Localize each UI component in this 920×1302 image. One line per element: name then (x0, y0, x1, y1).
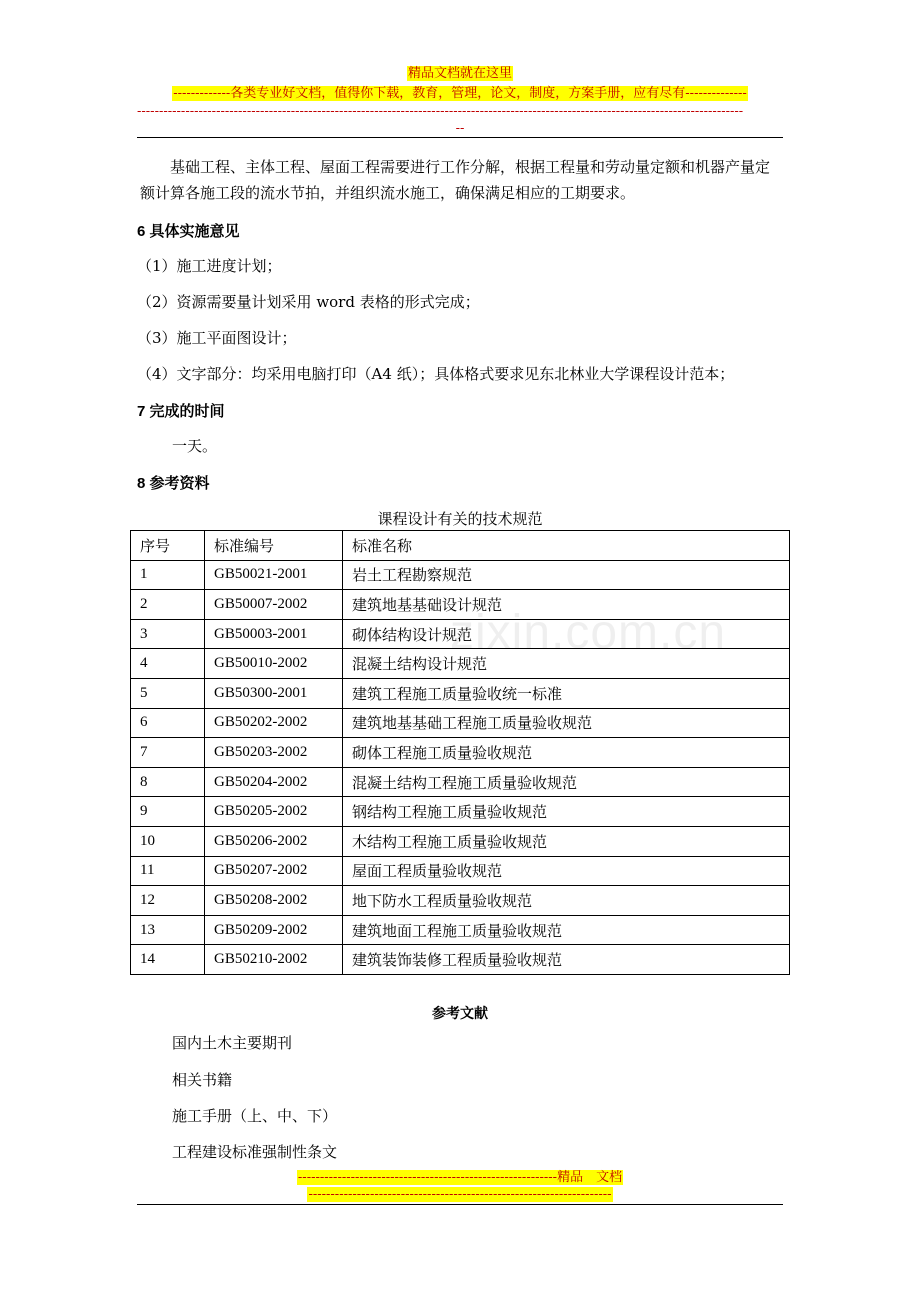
standard-name-cell: 钢结构工程施工质量验收规范 (343, 797, 790, 827)
table-row (131, 856, 790, 886)
standard-code-cell: GB50202-2002 (205, 708, 343, 738)
table-row (131, 560, 790, 590)
table-row (131, 915, 790, 945)
row-index-cell: 9 (131, 797, 205, 827)
section-8-heading: 8 参考资料 (137, 475, 210, 492)
standards-table (130, 530, 790, 975)
section-6-item: （4）文字部分：均采用电脑打印（A4 纸）；具体格式要求见东北林业大学课程设计范本； (137, 365, 735, 383)
standard-code-cell: GB50206-2002 (205, 826, 343, 856)
header-dash-tail: -- (455, 121, 465, 136)
table-caption: 课程设计有关的技术规范 (377, 510, 543, 528)
standard-code-cell: GB50003-2001 (205, 619, 343, 649)
standard-name-cell: 岩土工程勘察规范 (343, 560, 790, 590)
standard-code-cell: GB50210-2002 (205, 945, 343, 975)
standard-name-cell: 木结构工程施工质量验收规范 (343, 826, 790, 856)
table-row (131, 767, 790, 797)
header-rule (137, 137, 783, 138)
table-row (131, 678, 790, 708)
standard-name-cell: 建筑工程施工质量验收统一标准 (343, 678, 790, 708)
table-row (131, 886, 790, 916)
standard-name-cell: 建筑装饰装修工程质量验收规范 (343, 945, 790, 975)
section-7-heading: 7 完成的时间 (137, 403, 225, 420)
section-6-item: （1）施工进度计划； (137, 257, 282, 275)
standard-name-cell: 混凝土结构设计规范 (343, 649, 790, 679)
row-index-cell: 4 (131, 649, 205, 679)
reference-item: 国内土木主要期刊 (172, 1034, 293, 1052)
row-index-cell: 14 (131, 945, 205, 975)
row-index-cell: 5 (131, 678, 205, 708)
section-6-heading: 6 具体实施意见 (137, 223, 240, 240)
standard-name-cell: 屋面工程质量验收规范 (343, 856, 790, 886)
header-tagline: -------------各类专业好文档，值得你下载，教育，管理，论文，制度，方案手册，应有尽有-------------- (173, 86, 747, 101)
standard-name-cell: 混凝土结构工程施工质量验收规范 (343, 767, 790, 797)
standard-code-cell: GB50204-2002 (205, 767, 343, 797)
standard-name-cell: 砌体结构设计规范 (343, 619, 790, 649)
standard-code-cell: GB50010-2002 (205, 649, 343, 679)
table-header-row (131, 531, 790, 561)
references-title: 参考文献 (432, 1005, 488, 1021)
standard-name-cell: 建筑地面工程施工质量验收规范 (343, 915, 790, 945)
row-index-cell: 12 (131, 886, 205, 916)
standard-code-cell: GB50007-2002 (205, 590, 343, 620)
row-index-cell: 1 (131, 560, 205, 590)
header-title: 精品文档就在这里 (407, 66, 512, 81)
row-index-cell: 8 (131, 767, 205, 797)
standard-code-cell: GB50203-2002 (205, 738, 343, 768)
table-row (131, 945, 790, 975)
row-index-cell: 11 (131, 856, 205, 886)
standard-code-cell: GB50207-2002 (205, 856, 343, 886)
standard-name-cell: 建筑地基基础工程施工质量验收规范 (343, 708, 790, 738)
footer-line-2: --------------------------------------------------------------------- (308, 1187, 612, 1202)
table-row (131, 797, 790, 827)
row-index-cell: 13 (131, 915, 205, 945)
standard-code-cell: GB50205-2002 (205, 797, 343, 827)
footer-line-1: -----------------------------------------------------------精品 文档 (297, 1170, 623, 1185)
header-cell: 标准编号 (205, 531, 343, 561)
header-dash-row: ------------------------------------------------------------------------------------------------------------------------------------------ (137, 104, 744, 119)
standard-code-cell: GB50209-2002 (205, 915, 343, 945)
standard-code-cell: GB50208-2002 (205, 886, 343, 916)
table-row (131, 738, 790, 768)
section-6-item: （3）施工平面图设计； (137, 329, 297, 347)
table-row (131, 708, 790, 738)
standard-code-cell: GB50300-2001 (205, 678, 343, 708)
standard-code-cell: GB50021-2001 (205, 560, 343, 590)
intro-paragraph: 基础工程、主体工程、屋面工程需要进行工作分解，根据工程量和劳动量定额和机器产量定额计算各施工段的流水节拍，并组织流水施工，确保满足相应的工期要求。 (140, 158, 771, 202)
standard-name-cell: 地下防水工程质量验收规范 (343, 886, 790, 916)
footer-rule (137, 1204, 783, 1205)
row-index-cell: 2 (131, 590, 205, 620)
section-6-item: （2）资源需要量计划采用 word 表格的形式完成； (137, 293, 480, 311)
row-index-cell: 3 (131, 619, 205, 649)
row-index-cell: 6 (131, 708, 205, 738)
standard-name-cell: 砌体工程施工质量验收规范 (343, 738, 790, 768)
reference-item: 相关书籍 (172, 1071, 233, 1089)
reference-item: 工程建设标准强制性条文 (172, 1143, 338, 1161)
header-cell: 序号 (131, 531, 205, 561)
row-index-cell: 10 (131, 826, 205, 856)
reference-item: 施工手册（上、中、下） (172, 1107, 338, 1125)
table-row (131, 826, 790, 856)
header-cell: 标准名称 (343, 531, 790, 561)
standard-name-cell: 建筑地基基础设计规范 (343, 590, 790, 620)
row-index-cell: 7 (131, 738, 205, 768)
watermark: zixin.com.cn (450, 606, 727, 659)
section-7-text: 一天。 (172, 437, 218, 455)
